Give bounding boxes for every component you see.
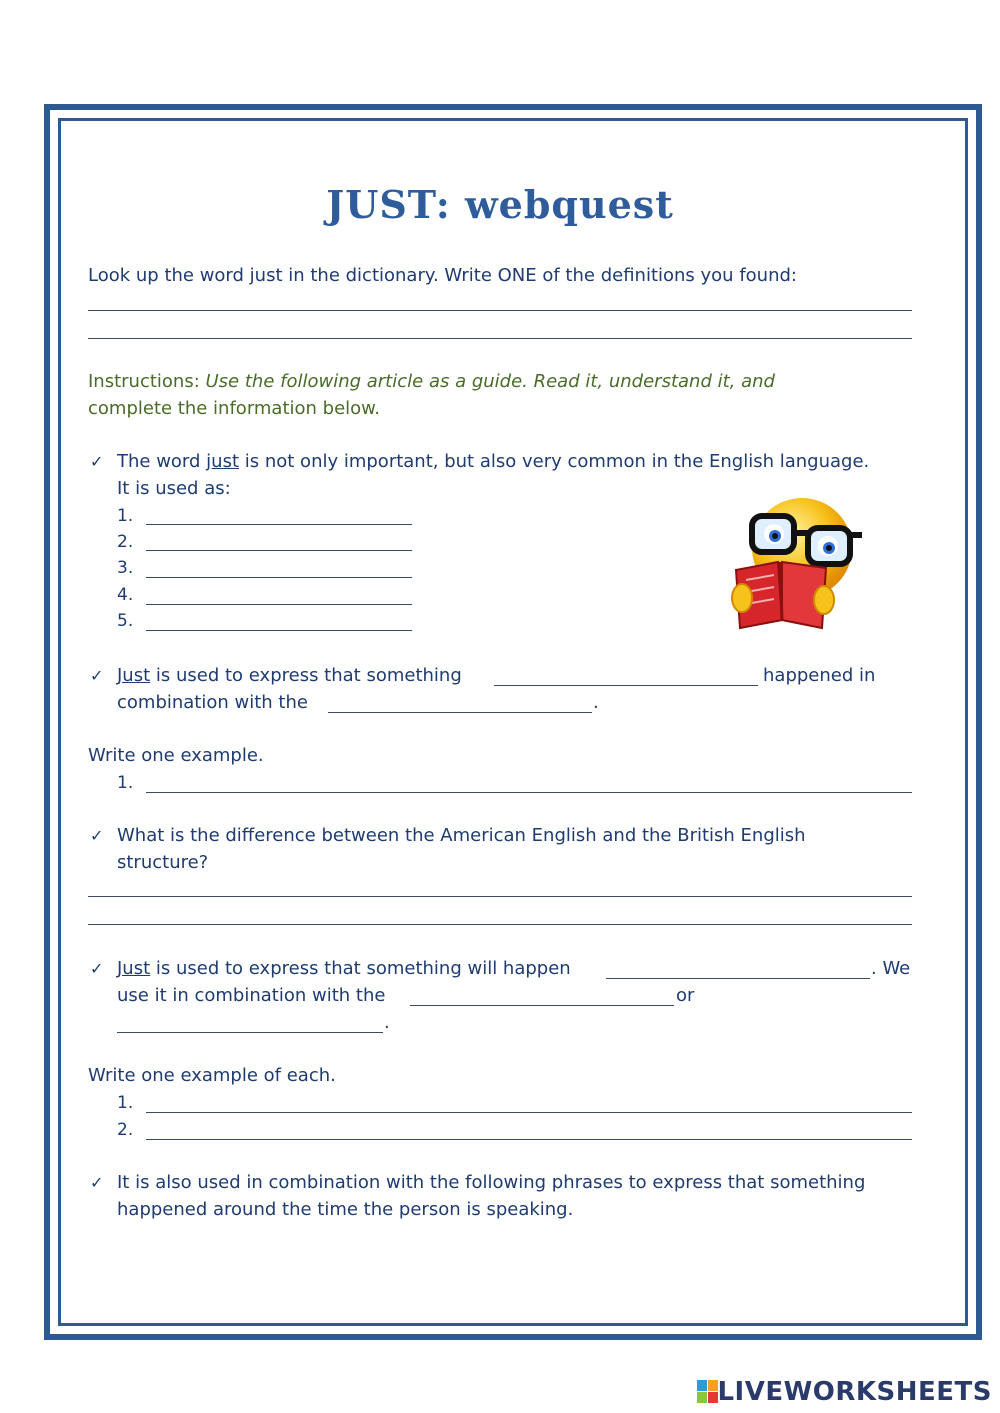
check-icon: ✓ [90,666,104,685]
answer-line-example-2a[interactable] [146,1112,912,1113]
item4-line-3: . [384,1012,390,1033]
item4-word: Just [117,958,151,979]
answer-line-tense[interactable] [328,712,592,713]
answer-line-future-form-2[interactable] [117,1032,383,1033]
lookup-prompt: Look up the word just in the dictionary. Write ONE of the definitions you found: [88,265,797,286]
check-icon: ✓ [90,452,104,471]
reading-emoji-icon [722,488,872,638]
item2-word: Just [117,665,151,686]
example1-number: 1. [117,773,134,793]
answer-line-use-1[interactable] [146,524,412,525]
item2-end: happened in [763,665,876,686]
item2-line-2a: combination with the [117,692,308,713]
item2-mid: is used to express that something [150,665,462,686]
item4-line-1 [117,955,571,982]
answer-line-past-time[interactable] [494,685,758,686]
check-icon: ✓ [90,826,104,845]
item1-number: 4. [117,585,134,605]
liveworksheets-logo-icon [697,1380,719,1404]
item1-number: 3. [117,558,134,578]
item1-number: 2. [117,532,134,552]
item3-line-2: structure? [117,852,209,873]
answer-line-difference-2[interactable] [88,924,912,925]
instructions-line-1 [88,368,775,395]
item1-word: just [206,451,240,472]
inner-border [58,118,968,1326]
item5-line-1: It is also used in combination with the following phrases to express that something [117,1172,866,1193]
answer-line-future-form-1[interactable] [410,1005,674,1006]
answer-line-example-2b[interactable] [146,1139,912,1140]
instructions-text-1: Use the following article as a guide. Read it, understand it, and [199,371,775,392]
answer-line-use-4[interactable] [146,604,412,605]
instructions-line-2: complete the information below. [88,398,380,419]
answer-line-future-time[interactable] [606,978,870,979]
answer-line-definition-2[interactable] [88,338,912,339]
example1-label: Write one example. [88,745,264,766]
check-icon: ✓ [90,1173,104,1192]
item4-mid: is used to express that something will happen [150,958,571,979]
answer-line-use-3[interactable] [146,577,412,578]
answer-line-definition-1[interactable] [88,310,912,311]
example2-number: 2. [117,1120,134,1140]
check-icon: ✓ [90,959,104,978]
item4-line-2b: or [676,985,695,1006]
instructions-label: Instructions: [88,371,200,392]
item4-end: . We [871,958,911,979]
answer-line-use-5[interactable] [146,630,412,631]
answer-line-difference-1[interactable] [88,896,912,897]
item3-line-1: What is the difference between the American English and the British English [117,825,806,846]
item4-line-2a: use it in combination with the [117,985,386,1006]
page-title: JUST: webquest [326,182,674,227]
item2-line-1 [117,662,462,689]
example2-label: Write one example of each. [88,1065,336,1086]
example2-number: 1. [117,1093,134,1113]
item1-line-1 [117,448,869,475]
item2-line-2b: . [593,692,599,713]
item1-line-2: It is used as: [117,478,231,499]
item1-number: 5. [117,611,134,631]
item1-pre: The word [117,451,207,472]
item1-number: 1. [117,506,134,526]
item5-line-2: happened around the time the person is speaking. [117,1199,574,1220]
answer-line-example-1[interactable] [146,792,912,793]
watermark: LIVEWORKSHEETS [717,1377,992,1407]
item1-post: is not only important, but also very common in the English language. [239,451,870,472]
answer-line-use-2[interactable] [146,550,412,551]
